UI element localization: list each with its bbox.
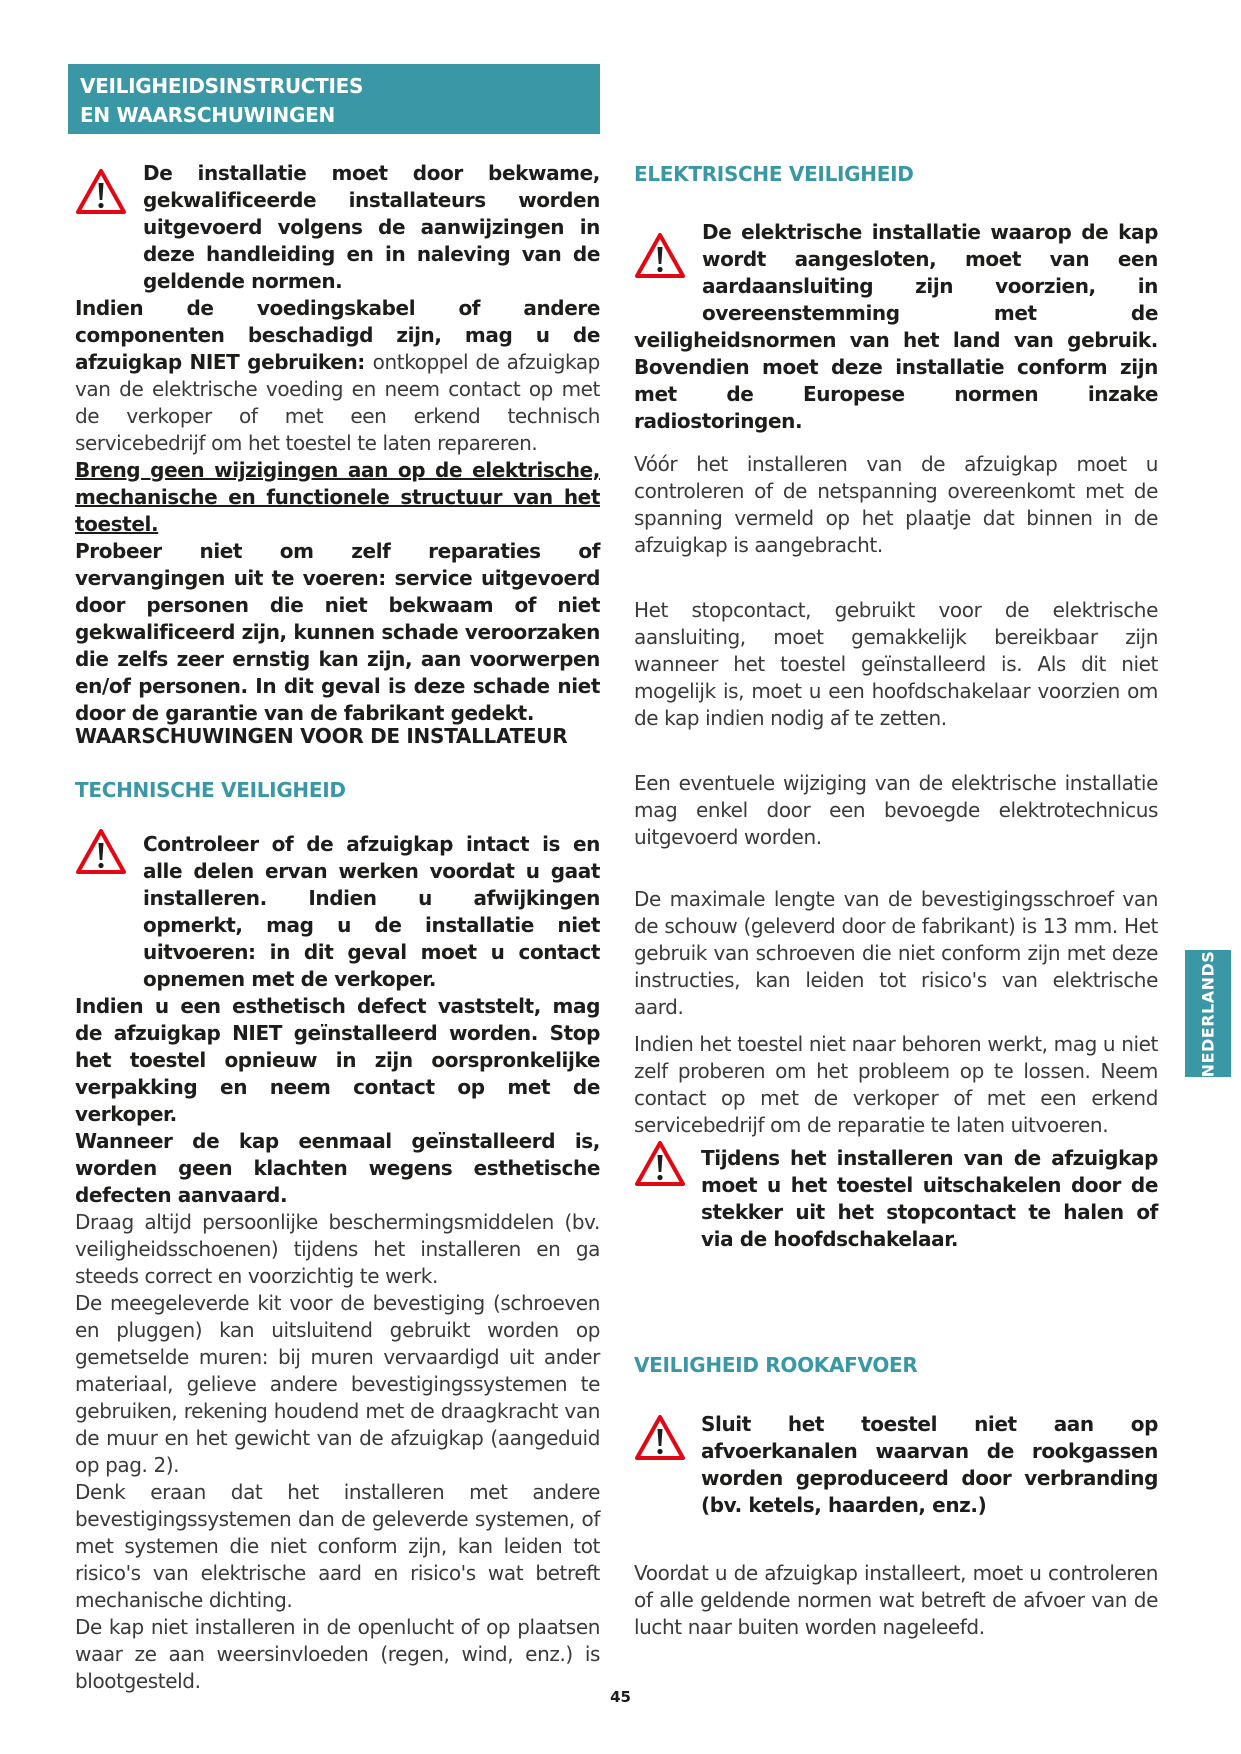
intro-bold-2-wrap <box>75 295 600 457</box>
light-paragraph-2: Draag altijd persoonlijke beschermingsmiddelen (bv. veiligheidsschoenen) tijdens het installeren en ga steeds correct en voorzichtig te werk. <box>75 1210 600 1288</box>
intro-light-1: ontkoppel de afzuigkap van de elektrische voeding en neem contact op met de verkoper of met een erkend technisch servicebedrijf om het toestel te laten repareren. <box>75 350 600 455</box>
electrical-heading: ELEKTRISCHE VEILIGHEID <box>634 162 914 186</box>
technical-heading: TECHNISCHE VEILIGHEID <box>75 778 346 802</box>
intro-bold-1: De installatie moet door bekwame, gekwalificeerde installateurs worden uitgevoerd volgens de aanwijzingen in deze handleiding en in naleving van de geldende normen. <box>143 161 600 293</box>
electrical-warning-text: De elektrische installatie waarop de kap wordt aangesloten, moet van een aardaansluiting zijn voorzien, in overeenstemming met de veiligheidsnormen van het land van gebruik. Bovendien moet deze installatie conform zijn met de Europese normen inzake radiostoringen. <box>634 220 1158 433</box>
installer-heading: WAARSCHUWINGEN VOOR DE INSTALLATEUR <box>75 724 568 748</box>
right-paragraph-4: De maximale lengte van de bevestigingsschroef van de schouw (geleverd door de fabrikant) is 13 mm. Het gebruik van schroeven die niet conform zijn met deze instructies, kan leiden tot risico's van elektrische aard. <box>634 887 1158 1019</box>
intro-bold-3: Probeer niet om zelf reparaties of vervangingen uit te voeren: service uitgevoerd door personen die niet bekwaam of niet gekwalificeerd zijn, kunnen schade veroorzaken die zelfs zeer ernstig kan zijn, aan voorwerpen en/of personen. In dit geval is deze schade niet door de garantie van de fabrikant gedekt. <box>75 539 600 725</box>
right-paragraph-5: Indien het toestel niet naar behoren werkt, mag u niet zelf proberen om het probleem op te lossen. Neem contact op met de verkoper of met een erkend servicebedrijf om de reparatie te laten uitvoeren. <box>634 1032 1158 1137</box>
warning-triangle-icon <box>634 1138 686 1190</box>
intro-bold-2: Indien de voedingskabel of andere componenten beschadigd zijn, mag u de afzuigkap NIET gebruiken: <box>75 296 600 374</box>
aesthetic-bold-2: Wanneer de kap eenmaal geïnstalleerd is, worden geen klachten wegens esthetische defecten aanvaard. <box>75 1129 600 1207</box>
smoke-warning: Sluit het toestel niet aan op afvoerkanalen waarvan de rookgassen worden geproduceerd door verbranding (bv. ketels, haarden, enz.) <box>701 1412 1158 1517</box>
smoke-heading: VEILIGHEID ROOKAFVOER <box>634 1353 918 1377</box>
section-header <box>68 64 600 134</box>
install-warning: Tijdens het installeren van de afzuigkap moet u het toestel uitschakelen door de stekker uit het stopcontact te halen of via de hoofdschakelaar. <box>701 1146 1158 1251</box>
section-title: VEILIGHEIDSINSTRUCTIES EN WAARSCHUWINGEN <box>80 74 364 127</box>
technical-warning: Controleer of de afzuigkap intact is en alle delen ervan werken voordat u gaat installeren. Indien u afwijkingen opmerkt, mag u de installatie niet uitvoeren: in dit geval moet u contact opnemen met de verkoper. <box>143 832 600 991</box>
right-paragraph-2: Het stopcontact, gebruikt voor de elektrische aansluiting, moet gemakkelijk bereikbaar zijn wanneer het toestel geïnstalleerd is. Als dit niet mogelijk is, moet u een hoofdschakelaar voorzien om de kap indien nodig af te zetten. <box>634 598 1158 730</box>
light-paragraph-3: De meegeleverde kit voor de bevestiging (schroeven en pluggen) kan uitsluitend gebruikt worden op gemetselde muren: bij muren vervaardigd uit ander materiaal, gelieve andere bevestigingssystemen te gebruiken, rekening houdend met de draagkracht van de muur en het gewicht van de afzuigkap (aangeduid op pag. 2). <box>75 1291 600 1477</box>
aesthetic-bold-1: Indien u een esthetisch defect vaststelt, mag de afzuigkap NIET geïnstalleerd worden. Stop het toestel opnieuw in zijn oorspronkelijke verpakking en neem contact op met de verkoper. <box>75 994 600 1126</box>
language-label: NEDERLANDS <box>1198 950 1218 1077</box>
intro-underline: Breng geen wijzigingen aan op de elektrische, mechanische en functionele structuur van het toestel. <box>75 458 600 536</box>
light-paragraph-4: Denk eraan dat het installeren met andere bevestigingssystemen dan de geleverde systemen, of met systemen die niet conform zijn, kan leiden tot risico's van elektrische aard en risico's wat betreft mechanische dichting. <box>75 1480 600 1612</box>
right-paragraph-3: Een eventuele wijziging van de elektrische installatie mag enkel door een bevoegde elektrotechnicus uitgevoerd worden. <box>634 771 1158 849</box>
warning-triangle-icon <box>634 1412 686 1464</box>
language-side-tab <box>1185 950 1231 1077</box>
right-paragraph-1: Vóór het installeren van de afzuigkap moet u controleren of de netspanning overeenkomt met de spanning vermeld op het plaatje dat binnen in de afzuigkap is aangebracht. <box>634 452 1158 557</box>
warning-triangle-icon <box>75 826 127 878</box>
intro-text <box>75 160 600 727</box>
right-paragraph-6: Voordat u de afzuigkap installeert, moet u controleren of alle geldende normen wat betreft de afvoer van de lucht naar buiten worden nageleefd. <box>634 1561 1158 1639</box>
aesthetic-text <box>75 993 600 1695</box>
light-paragraph-5: De kap niet installeren in de openlucht of op plaatsen waar ze aan weersinvloeden (regen, wind, enz.) is blootgesteld. <box>75 1615 600 1693</box>
electrical-warning <box>634 219 1158 435</box>
page-number: 45 <box>610 1688 631 1706</box>
